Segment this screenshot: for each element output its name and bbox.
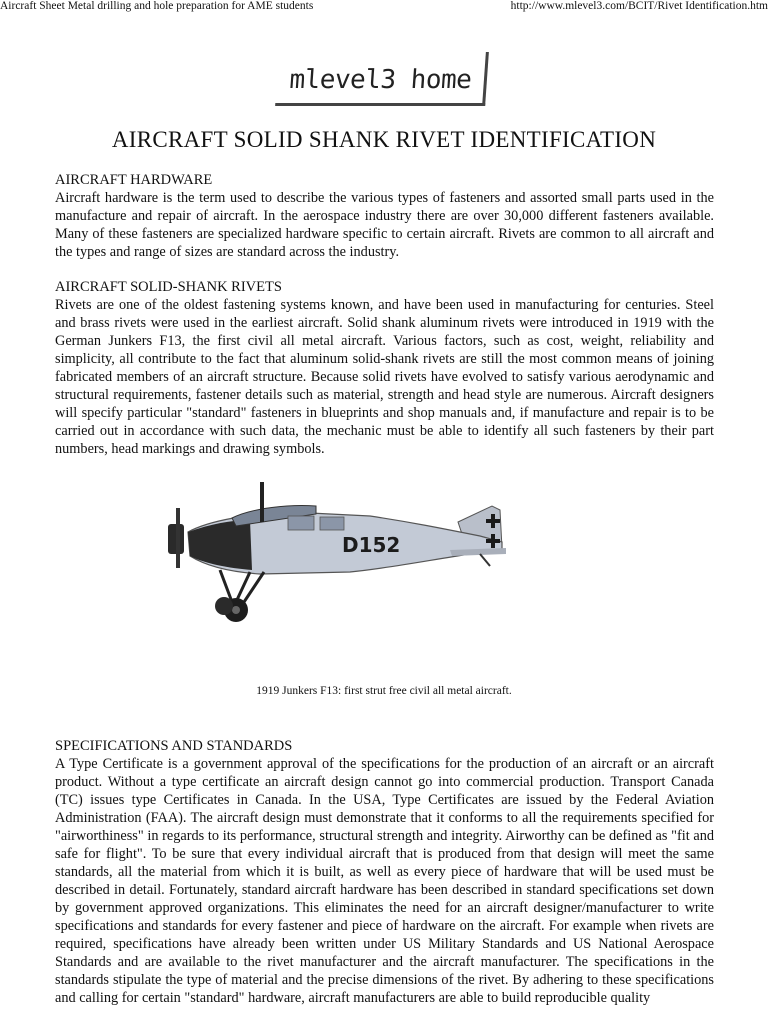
section-body-hardware: Aircraft hardware is the term used to describe the various types of fasteners and assorted small parts used in the manufacture and repair of aircraft. In the aerospace industry there are over 30,000 different fasteners available. Many of these fasteners are specialized hardware specific to certain aircraft. Rivets are common to all aircraft and the types and range of sizes are standard across the industry. — [55, 190, 714, 260]
home-logo-link[interactable]: mlevel3 home — [275, 52, 489, 106]
aircraft-registration: D152 — [342, 533, 401, 557]
section-heading-hardware: AIRCRAFT HARDWARE — [55, 172, 213, 188]
section-body-specifications: A Type Certificate is a government approval of the specifications for the production of an aircraft or an aircraft product. Without a type certificate an aircraft design cannot go into commercial production. Transport Canada (TC) issues type Certificates in Canada. In the USA, Type Certificates are issued by the Federal Aviation Administration (FAA). The aircraft design must demonstrate that it conforms to all the requirements specified for "airworthiness" in regards to its performance, structural strength and integrity. Airworthy can be defined as "fit and safe for flight". To be sure that every individual aircraft that is produced from that design will meet the same standards, all the material from which it is built, as well as every piece of hardware that will be used must be described in detail. Fortunately, standard aircraft hardware has been described in standard specifications set down by government approved organizations. This eliminates the need for an aircraft designer/manufacturer to write specifications and standards for every fastener and piece of hardware on the aircraft. For example when rivets are required, specifications have already been written under US Military Standards and US National Aerospace Standards and are available to the rivet manufacturer and the aircraft manufacturer. The specifications in the standards stipulate the type of material and the precise dimensions of the rivet. By adhering to these specifications and calling for certain "standard" hardware, aircraft manufacturers are able to build reproducible quality — [55, 756, 714, 1006]
page-header-url[interactable]: http://www.mlevel3.com/BCIT/Rivet Identification.htm — [510, 0, 768, 12]
figure-caption: 1919 Junkers F13: first strut free civil all metal aircraft. — [256, 685, 512, 697]
page-title: AIRCRAFT SOLID SHANK RIVET IDENTIFICATION — [111, 127, 657, 152]
section-heading-solid-shank: AIRCRAFT SOLID-SHANK RIVETS — [55, 279, 282, 295]
section-heading-specifications: SPECIFICATIONS AND STANDARDS — [55, 738, 293, 754]
page-header-title: Aircraft Sheet Metal drilling and hole preparation for AME students — [0, 0, 314, 12]
section-body-solid-shank: Rivets are one of the oldest fastening systems known, and have been used in manufacturing for centuries. Steel and brass rivets were used in the earliest aircraft. Solid shank aluminum rivets were introduced in 1919 with the German Junkers F13, the first civil all metal aircraft. Various factors, such as cost, weight, reliability and simplicity, all contribute to the fact that aluminum solid-shank rivets are still the most common means of joining fabricated members of an aircraft structure. Because solid rivets have evolved to satisfy various aerodynamic and structural requirements, fastener details such as material, strength and head style are numerous. Aircraft designers will specify particular "standard" fasteners in blueprints and shop manuals and, if manufacture and repair is to be carried out in accordance with such data, the mechanic must be able to identify all such fasteners by their part numbers, head markings and drawing symbols. — [55, 297, 714, 457]
junkers-f13-image — [140, 470, 530, 650]
